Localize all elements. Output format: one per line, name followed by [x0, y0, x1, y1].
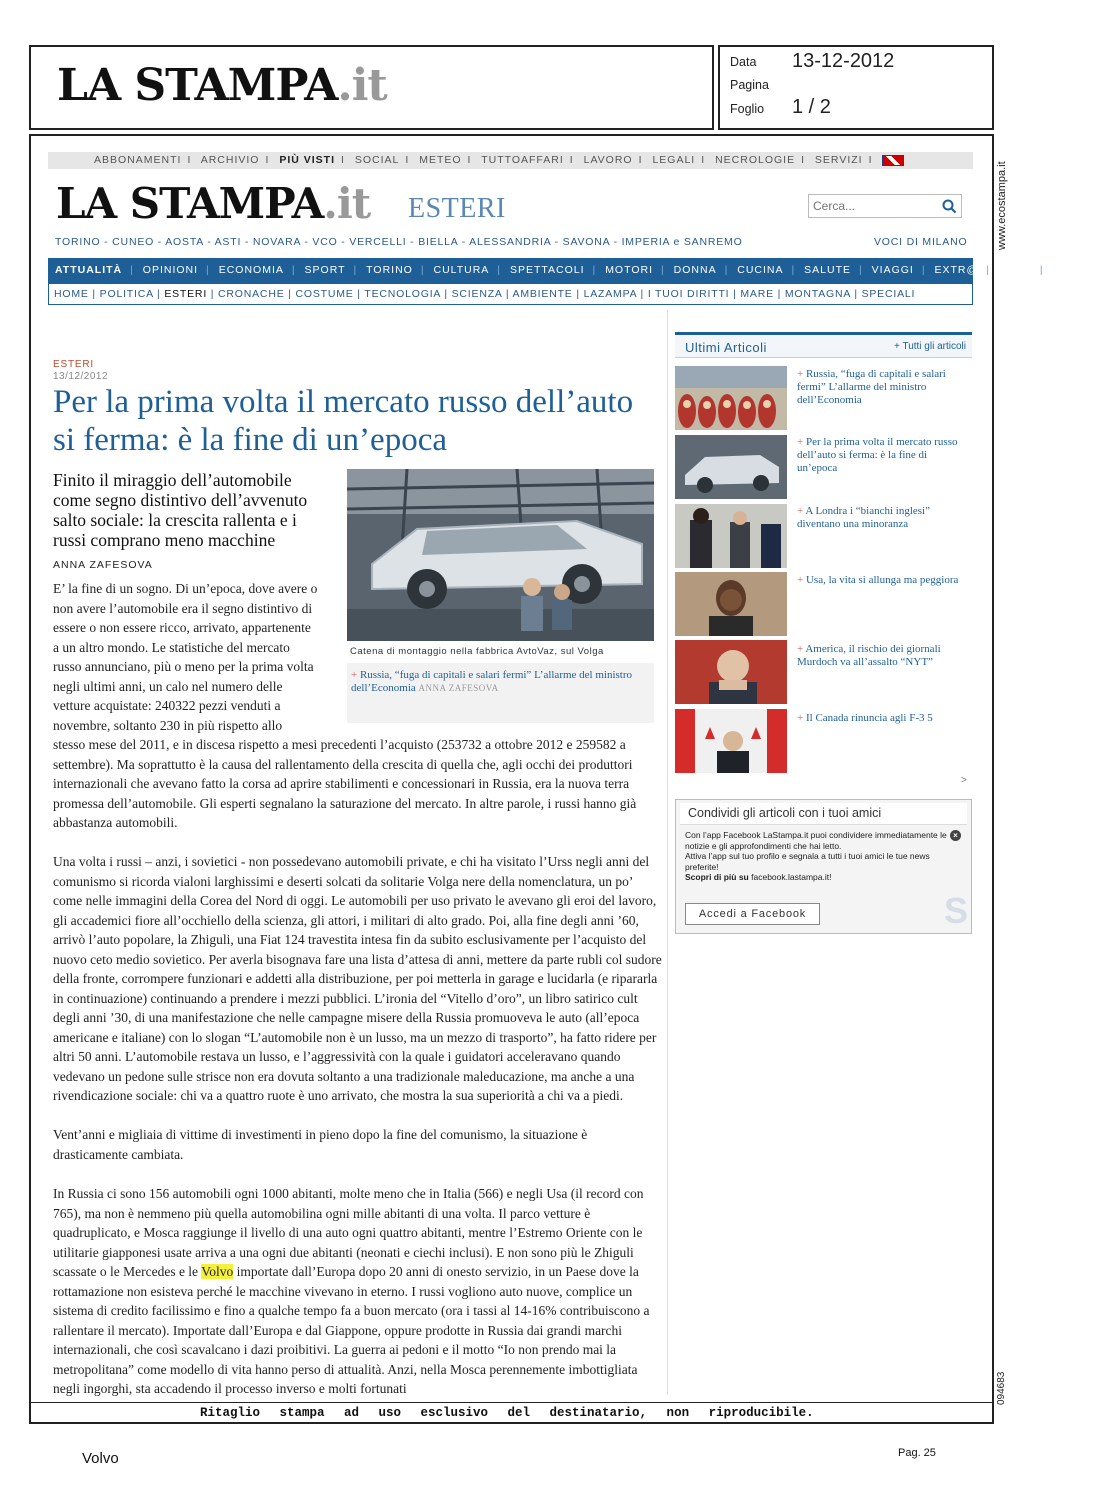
share-text	[685, 830, 947, 883]
search-box	[808, 194, 962, 218]
section-title: ESTERI	[408, 193, 506, 224]
sidebar-article-2-title[interactable]: Per la prima volta il mercato russo dell’auto si ferma: è la fine di un’epoca	[797, 436, 958, 474]
toplink-abbonamenti[interactable]: ABBONAMENTI	[94, 154, 182, 166]
nav-video[interactable]: VIDEO	[1052, 264, 1091, 276]
sidebar-article-4-title[interactable]: Usa, la vita si allunga ma peggiora	[805, 574, 959, 586]
meta-foglio-value: 1 / 2	[792, 96, 831, 118]
nav-economia[interactable]: ECONOMIA	[218, 264, 284, 276]
toplink-servizi[interactable]: SERVIZI	[814, 154, 863, 166]
thumb-london-image[interactable]	[675, 504, 787, 568]
subnav-tecnologia[interactable]: TECNOLOGIA	[364, 288, 441, 300]
side-website: www.ecostampa.it	[996, 161, 1008, 250]
subnav-politica[interactable]: POLITICA	[99, 288, 154, 300]
p4-text-before: In Russia ci sono 156 automobili ogni 1000 abitanti, molte meno che in Italia (566) e negli Usa (il record con 765), ma non è nemmeno più quella automobilina ogni mille abitanti di una volta. Il parco vetture è quadruplicato, e Mosca raggiunge il livello di una auto ogni quattro abitanti, mentre l’Estremo Oriente con le utilitarie giapponesi usate arriva a una ogni due abitanti (neonati e ciechi inclusi). E non sono più le Zhiguli scassate o le Mercedes e le	[53, 1186, 644, 1279]
sidebar-more-arrow[interactable]: >	[961, 775, 967, 786]
top-links-bar: ABBONAMENTI I ARCHIVIO I PIÙ VISTI I SOCIAL I METEO I TUTTOAFFARI I LAVORO I LEGALI I NECROLOGIE I SERVIZI I	[48, 152, 973, 169]
p1-line: essere o non essere ricco, arrivato, appartenente	[53, 620, 311, 635]
cities-links[interactable]: TORINO - CUNEO - AOSTA - ASTI - NOVARA - VCO - VERCELLI - BIELLA - ALESSANDRIA - SAVONA - IMPERIA e SANREMO	[55, 236, 743, 248]
article-author: ANNA ZAFESOVA	[53, 559, 153, 571]
client-name: Volvo	[82, 1450, 119, 1467]
article-photo	[347, 469, 654, 641]
header-meta-box	[718, 45, 994, 130]
p1-line: russo annunciano, più o meno per la prima volta	[53, 659, 314, 674]
sidebar-article-5[interactable]: + America, il rischio dei giornali Murdoch va all’assalto “NYT”	[797, 643, 941, 668]
article-kicker[interactable]: ESTERI	[53, 359, 94, 370]
header-logo-box	[29, 45, 714, 130]
main-nav: ATTUALITÀ | OPINIONI | ECONOMIA | SPORT | TORINO | CULTURA | SPETTACOLI | MOTORI | DONNA | CUCINA | SALUTE | VIAGGI | EXTR@ | FOTO | VIDEO	[48, 258, 973, 283]
toplink-meteo[interactable]: METEO	[419, 154, 462, 166]
sidebar-header	[675, 332, 972, 358]
toplink-necrologie[interactable]: NECROLOGIE	[715, 154, 796, 166]
nav-cucina[interactable]: CUCINA	[737, 264, 784, 276]
p1-line: E’ la fine di un sogno. Di un’epoca, dove avere o	[53, 581, 318, 596]
p1-line: a un altro mondo. Le statistiche del mercato	[53, 639, 290, 655]
subnav-esteri[interactable]: ESTERI	[164, 288, 208, 300]
toplink-archivio[interactable]: ARCHIVIO	[200, 154, 260, 166]
toplink-social[interactable]: SOCIAL	[354, 154, 400, 166]
search-icon[interactable]	[942, 199, 957, 214]
subnav-ambiente[interactable]: AMBIENTE	[512, 288, 573, 300]
search-input[interactable]	[813, 198, 933, 214]
share-more-link[interactable]: facebook.lastampa.it!	[751, 872, 832, 882]
subnav-home[interactable]: HOME	[54, 288, 89, 300]
subnav-montagna[interactable]: MONTAGNA	[784, 288, 851, 300]
thumb-murdoch-image[interactable]	[675, 640, 787, 704]
thumb-usa-image[interactable]	[675, 572, 787, 636]
nav-torino[interactable]: TORINO	[366, 264, 413, 276]
site-logo-text: LA STAMPA	[56, 179, 324, 228]
sidebar-article-3[interactable]: + A Londra i “bianchi inglesi” diventano una minoranza	[797, 505, 930, 530]
p4-text-after: importate dall’Europa dopo 20 anni di onesto servizio, in un Paese dove la rottamazione non esisteva perché le macchine vivevano in eterno. I russi vogliono auto nuove, complice un sistema di credito facilissimo e fino a qualche tempo fa a buon mercato (ora i tassi al 14-16% contribuiscono a rallentare il mercato). Importate dall’Europa e dal Giappone, oppure prodotte in Russia dai grandi marchi internazionali, che così scavalcano i dazi proibitivi. La guerra ai pedoni e il motto “Io non prendo mai la metropolitana” come modello di vita hanno perso di attualità. Anzi, nella Mosca perennemente imbottigliata negli ingorghi, sta accadendo il processo inverso e molti fortunati	[53, 1264, 650, 1396]
thumb-matryoshka-image[interactable]	[675, 366, 787, 430]
voci-di-milano-link[interactable]: VOCI DI MILANO	[874, 236, 968, 248]
subnav-lazampa[interactable]: LAZAMPA	[583, 288, 637, 300]
nav-foto[interactable]: FOTO	[998, 264, 1032, 276]
all-articles-link[interactable]: + Tutti gli articoli	[894, 341, 966, 352]
share-title: Condividi gli articoli con i tuoi amici	[688, 806, 882, 820]
nav-attualita[interactable]: ATTUALITÀ	[55, 264, 123, 276]
notice-divider	[29, 1402, 994, 1403]
nav-viaggi[interactable]: VIAGGI	[871, 264, 914, 276]
article-title: Per la prima volta il mercato russo dell’auto si ferma: è la fine di un’epoca	[53, 384, 634, 458]
subnav-costume[interactable]: COSTUME	[295, 288, 354, 300]
logo-text: LA STAMPA	[57, 60, 338, 111]
subnav-mare[interactable]: MARE	[740, 288, 774, 300]
toplink-lavoro[interactable]: LAVORO	[583, 154, 633, 166]
toplink-tuttoaffari[interactable]: TUTTOAFFARI	[481, 154, 564, 166]
share-box	[675, 799, 972, 934]
meta-pagina-label: Pagina	[730, 78, 769, 92]
uk-flag-icon[interactable]	[882, 155, 904, 166]
subnav-scienza[interactable]: SCIENZA	[451, 288, 503, 300]
photo-caption: Catena di montaggio nella fabbrica AvtoVaz, sul Volga	[350, 646, 604, 657]
related-article-link[interactable]: + Russia, “fuga di capitali e salari fermi” L’allarme del ministro dell’Economia ANNA ZAFESOVA	[351, 669, 633, 694]
p1-line: vetture acquistate: 240322 pezzi venduti a	[53, 698, 281, 713]
column-divider	[667, 310, 668, 1395]
logo-suffix: .it	[337, 60, 387, 111]
sidebar-article-2[interactable]: + Per la prima volta il mercato russo dell’auto si ferma: è la fine di un’epoca	[797, 436, 958, 474]
volvo-highlight: Volvo	[201, 1264, 234, 1279]
share-more-label: Scopri di più su	[685, 872, 749, 882]
sidebar-article-1-title[interactable]: Russia, “fuga di capitali e salari fermi” L’allarme del ministro dell’Economia	[797, 368, 946, 406]
sub-nav: HOME | POLITICA | ESTERI | CRONACHE | COSTUME | TECNOLOGIA | SCIENZA | AMBIENTE | LAZAMPA | I TUOI DIRITTI | MARE | MONTAGNA | SPECIALI	[48, 283, 973, 305]
reproduction-notice: Ritaglio stampa ad uso esclusivo del destinatario, non riproducibile.	[200, 1406, 814, 1420]
nav-spettacoli[interactable]: SPETTACOLI	[509, 264, 585, 276]
meta-data-label: Data	[730, 55, 757, 69]
facebook-logo-icon: S	[944, 890, 969, 931]
p1-line: novembre, soltanto 230 in più rispetto allo	[53, 717, 283, 733]
related-link-text[interactable]: Russia, “fuga di capitali e salari fermi” L’allarme del ministro dell’Economia	[351, 669, 633, 694]
header-logo	[57, 61, 387, 111]
article-standfirst: Finito il miraggio dell’automobile come segno distintivo dell’avvenuto salto sociale: la crescita rallenta e i russi comprano meno macchine	[53, 470, 308, 550]
meta-data-value: 13-12-2012	[792, 50, 895, 72]
nav-motori[interactable]: MOTORI	[605, 264, 653, 276]
nav-opinioni[interactable]: OPINIONI	[142, 264, 199, 276]
nav-cultura[interactable]: CULTURA	[433, 264, 490, 276]
facebook-login-button[interactable]: Accedi a Facebook	[685, 903, 820, 925]
sidebar-article-1[interactable]: + Russia, “fuga di capitali e salari fermi” L’allarme del ministro dell’Economia	[797, 368, 946, 406]
sidebar-title: Ultimi Articoli	[685, 340, 767, 355]
nav-salute[interactable]: SALUTE	[804, 264, 852, 276]
share-text-2: Attiva l’app sul tuo profilo e segnala a tutti i tuoi amici le tue news preferite!	[685, 851, 930, 872]
article-paragraph-1-narrow	[53, 579, 338, 735]
nav-sport[interactable]: SPORT	[304, 264, 346, 276]
page-number: Pag. 25	[898, 1447, 936, 1459]
toplink-piu-visti[interactable]: PIÙ VISTI	[279, 154, 335, 166]
article-paragraph-3: Vent’anni e migliaia di vittime di investimenti in pieno dopo la fine del comunismo, la situazione è drasticamente cambiata.	[53, 1127, 588, 1162]
sidebar-article-6-title[interactable]: Il Canada rinuncia agli F-3 5	[805, 712, 933, 724]
subnav-cronache[interactable]: CRONACHE	[218, 288, 285, 300]
thumb-canada-image[interactable]	[675, 709, 787, 773]
p1-line: negli ultimi anni, un calo nel numero delle	[53, 678, 283, 694]
related-author: ANNA ZAFESOVA	[418, 683, 499, 693]
assembly-line-image	[347, 469, 654, 641]
share-text-1: Con l’app Facebook LaStampa.it puoi condividere immediatamente le notizie e gli approfondimenti che hai letto.	[685, 830, 947, 851]
nav-donna[interactable]: DONNA	[673, 264, 717, 276]
subnav-i-tuoi-diritti[interactable]: I TUOI DIRITTI	[647, 288, 730, 300]
toplink-legali[interactable]: LEGALI	[652, 154, 696, 166]
site-logo-suffix: .it	[323, 179, 371, 228]
sidebar-article-3-title[interactable]: A Londra i “bianchi inglesi” diventano una minoranza	[797, 505, 930, 530]
article-paragraph-4	[53, 1184, 662, 1398]
sidebar-article-6[interactable]: + Il Canada rinuncia agli F-3 5	[797, 712, 933, 724]
article-date: 13/12/2012	[53, 371, 109, 382]
sidebar-article-4[interactable]: + Usa, la vita si allunga ma peggiora	[797, 574, 959, 586]
nav-extra[interactable]: EXTR@	[934, 264, 979, 276]
p1-line: non avere l’automobile era il segno distintivo di	[53, 600, 313, 616]
meta-foglio-label: Foglio	[730, 102, 765, 116]
side-code: 094683	[996, 1371, 1007, 1405]
subnav-speciali[interactable]: SPECIALI	[861, 288, 916, 300]
sidebar-article-5-title[interactable]: America, il rischio dei giornali Murdoch va all’assalto “NYT”	[797, 643, 941, 668]
site-logo[interactable]	[56, 180, 370, 228]
article-paragraph-2: Una volta i russi – anzi, i sovietici - non possedevano automobili private, e chi ha visitato l’Urss negli anni del comunismo si ricorda vialoni larghissimi e deserti solcati da solitarie Volga nere della nomenclatura, un po’ come nelle immagini della Corea del Nord di oggi. Le automobili per uso privato le avevano gli eroi del lavoro, gli accademici fiore all’occhiello della scienza, gli attori, i militari di alto grado. Poi, alla fine degli anni ’60, arrivò l’auto popolare, la Zhiguli, una Fiat 124 travestita intesa fin da subito esclusivamente per l’acquisto del nuovo ceto medio sovietico. Per averla bisognava fare una lista d’attesa di anni, mettere da parte rubli col sudore della fronte, corrompere funzionari e addetti alla distribuzione, per poi metterla in garage e lucidarla (e ripararla in continuazione) continuando a prendere i mezzi pubblici. L’ironia del “Vitello d’oro”, un libro satirico cult degli anni ’30, di una manifestazione che nelle campagne misere della Russia promuoveva le auto (all’epoca americane e italiane) con lo slogan “L’automobile non è un lusso, ma un mezzo di trasporto”, ha fatto ridere per altri 50 anni. L’automobile restava un lusso, e l’aggressività con la quale i guidatori acceleravano quando vedevano un pedone sulle strisce non era dovuta soltanto a una tradizionale maleducazione, ma anche a una rivendicazione sociale: chi va a quattro ruote è uno arrivato, che mostra la sua superiorità a chi va a piedi.	[53, 854, 662, 1103]
article-paragraph-1-cont: stesso mese del 2011, e in discesa rispetto a mesi precedenti l’acquisto (253732 a ottobre 2012 e 259582 a settembre). Ma soprattutto è la causa del rallentamento della crescita di quella che, agli occhi dei produttori internazionali che avevano fatto la corsa ad aprire stabilimenti e concessionari in Russia, era la nuova terra promessa dell’automobile. Gli esperti segnalano la saturazione del mercato. In altre parole, i russi hanno già abbastanza automobili.	[53, 737, 637, 830]
share-close-icon[interactable]: ×	[950, 830, 961, 841]
thumb-assembly-image[interactable]	[675, 435, 787, 499]
